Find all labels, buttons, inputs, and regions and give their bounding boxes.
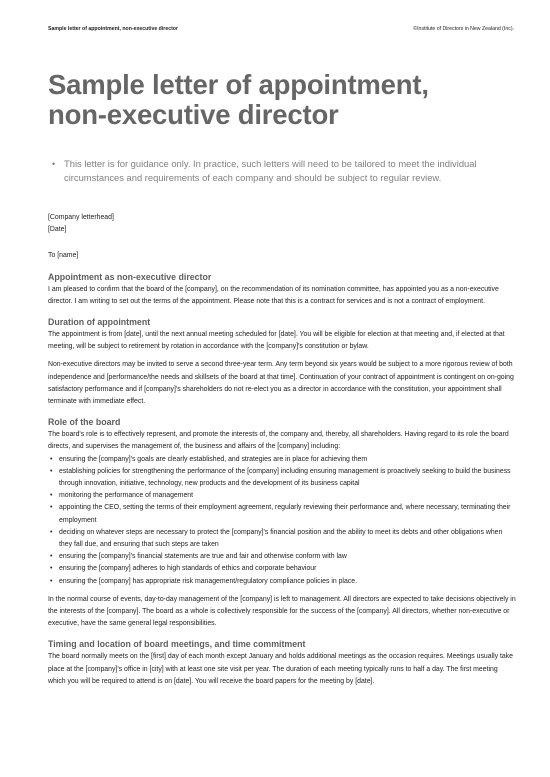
header-copyright: ©Institute of Directors in New Zealand (Inc).	[413, 26, 514, 32]
bullet-icon: •	[52, 159, 56, 169]
company-letterhead-placeholder: [Company letterhead]	[48, 214, 114, 221]
paragraph: The board's role is to effectively represent, and promote the interests of, the company and, thereby, all shareholders. Having regard to its role the board directs, and supervises the management of, the business and affairs of the [company] including:	[48, 431, 509, 451]
bullet-icon: •	[50, 492, 53, 500]
bullet-icon: •	[50, 565, 53, 573]
section-heading: Appointment as non-executive director	[48, 271, 212, 282]
page-header	[48, 26, 514, 32]
bullet-icon: •	[50, 553, 53, 561]
paragraph: Non-executive directors may be invited to serve a second three-year term. Any term beyond six years would be subject to a more rigorous review of both independence and [performance/the needs and skillsets of the board at that time]. Continuation of your contract of appointment is contingent on on-going satisfactory performance and if [company]'s shareholders do not re-elect you as a director in accordance with the constitution, your appointment shall terminate with immediate effect.	[48, 361, 514, 406]
bullet-icon: •	[50, 528, 53, 536]
paragraph: In the normal course of events, day-to-day management of the [company] is left to management. All directors are expected to take decisions objectively in the interests of the [company]. The board as a whole is collectively responsible for the success of the [company]. All directors, whether non-executive or executive, have the same general legal responsibilities.	[48, 595, 516, 628]
header-document-name: Sample letter of appointment, non-executive director	[48, 26, 178, 32]
title-line-2: non-executive director	[48, 99, 339, 130]
list-item: • ensuring the [company]'s financial statements are true and fair and otherwise conform with law	[48, 551, 516, 563]
letter-body	[48, 212, 516, 688]
responsibilities-list	[48, 454, 516, 588]
bullet-icon: •	[50, 467, 53, 475]
paragraph: I am pleased to confirm that the board of the [company], on the recommendation of its nomination committee, has appointed you as a non-executive director. I am writing to set out the terms of the appointment. Please note that this is a contract for services and is not a contract of employment.	[48, 285, 499, 305]
section-heading: Role of the board	[48, 417, 121, 428]
paragraph: The appointment is from [date], until the next annual meeting scheduled for [date]. You will be eligible for election at that meeting and, if elected at that meeting, will be subject to retirement by rotation in accordance with the [company]'s constitution or bylaw.	[48, 331, 505, 351]
bullet-icon: •	[50, 504, 53, 512]
page-title	[48, 70, 518, 130]
bullet-icon: •	[50, 577, 53, 585]
list-item: • ensuring the [company]'s goals are clearly established, and strategies are in place for achieving them	[48, 454, 516, 466]
list-item: • ensuring the [company] has appropriate risk management/regulatory compliance policies in place.	[48, 576, 516, 588]
list-item: • appointing the CEO, setting the terms of their employment agreement, regularly reviewing their performance and, where necessary, terminating their employment	[50, 504, 511, 524]
list-item: • ensuring the [company] adheres to high standards of ethics and corporate behaviour	[48, 563, 516, 575]
paragraph: The board normally meets on the [first] day of each month except January and holds additional meetings as the occasion requires. Meetings usually take place at the [company]'s office in [city] with at least one site visit per year. The duration of each meeting typically runs to half a day. The first meeting which you will be required to attend is on [date]. You will receive the board papers for the meeting by [date].	[48, 653, 513, 685]
bullet-icon: •	[50, 455, 53, 463]
recipient-line: To [name]	[48, 252, 79, 260]
list-item: • establishing policies for strengthening the performance of the [company] including ensuring management is proactively seeking to build the business through innovation, initiative, technology, new products and the development of its business capital	[50, 467, 511, 488]
list-item: • deciding on whatever steps are necessary to protect the [company]'s financial position and the ability to meet its debts and other obligations when they fall due, and ensuring that such steps are taken	[50, 528, 503, 549]
section-role	[48, 416, 516, 630]
date-placeholder: [Date]	[48, 226, 67, 234]
section-heading: Duration of appointment	[48, 317, 151, 328]
section-timing	[48, 638, 516, 688]
title-line-1: Sample letter of appointment,	[48, 69, 429, 100]
list-item: • monitoring the performance of management	[48, 490, 516, 502]
guidance-text: This letter is for guidance only. In practice, such letters will need to be tailored to meet the individual circumstances and requirements of each company and should be subject to regular review.	[64, 158, 477, 183]
section-duration	[48, 316, 516, 408]
section-appointment	[48, 271, 516, 308]
section-heading: Timing and location of board meetings, and time commitment	[48, 639, 306, 650]
guidance-note	[52, 157, 512, 185]
